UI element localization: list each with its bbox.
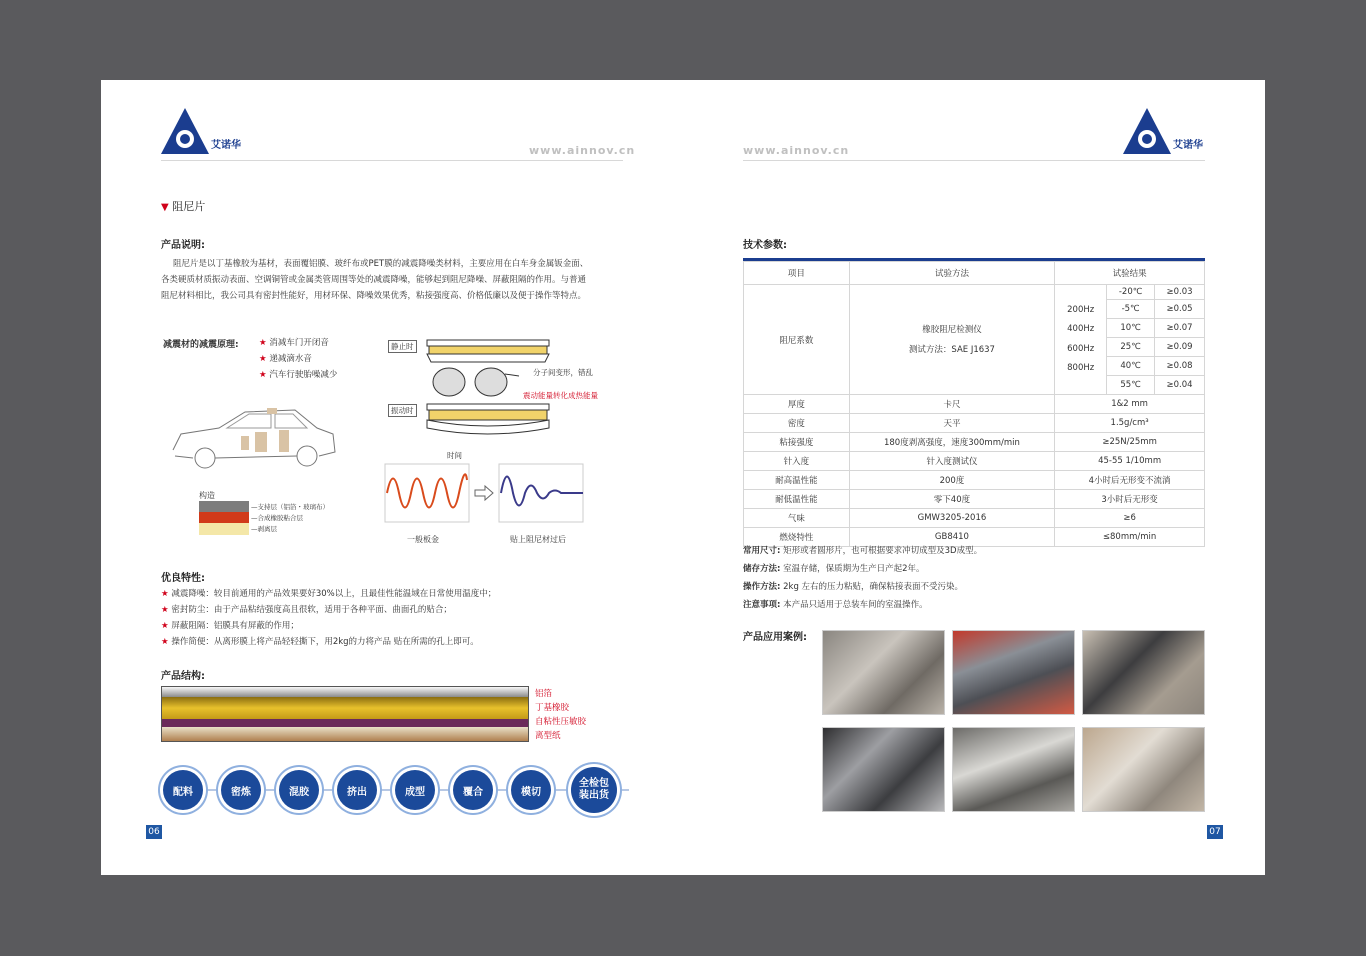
page-number-left: 06 (146, 825, 162, 839)
process-step: 混胶 (279, 770, 319, 810)
table-header-row: 项目 试验方法 试验结果 (744, 262, 1205, 285)
table-row: 粘接强度 180度剥离强度，速度300mm/min ≥25N/25mm (744, 433, 1205, 452)
case-photo (822, 630, 945, 715)
table-row: 25℃ ≥0.09 (744, 338, 1205, 357)
brand-name: 艾诺华 (1173, 140, 1203, 151)
structure-heading: 产品结构: (161, 671, 205, 682)
brand-url-right: www.ainnov.cn (743, 144, 850, 157)
process-step: 覆合 (453, 770, 493, 810)
list-item: ★ 消减车门开闭音 (259, 338, 329, 348)
table-row: 阻尼系数 橡胶阻尼检测仪 测试方法：SAE J1637 200Hz 400Hz 600Hz 800Hz -20℃ ≥0.03 (744, 285, 1205, 300)
process-step: 密炼 (221, 770, 261, 810)
struct-layer-stack (199, 501, 249, 535)
process-step: 配料 (163, 770, 203, 810)
table-row: 燃烧特性 GB8410 ≤80mm/min (744, 528, 1205, 547)
table-row: 气味 GMW3205-2016 ≥6 (744, 509, 1205, 528)
time-label: 时间 (447, 451, 462, 460)
case-photo (952, 727, 1075, 812)
note-item: 储存方法: 室温存储，保质期为生产日产起2年。 (743, 564, 925, 574)
section-title: ▼ 阻尼片 (161, 200, 206, 213)
damped-label: 贴上阻尼材过后 (510, 535, 566, 544)
struct-label: 构造 (199, 491, 215, 500)
table-row: 密度 天平 1.5g/cm³ (744, 414, 1205, 433)
spec-table (743, 261, 1205, 547)
table-row: -5℃ ≥0.05 (744, 300, 1205, 319)
triangle-marker-icon: ▼ (161, 202, 169, 213)
still-label: 静止时 (388, 340, 417, 353)
desc-paragraph: 阻尼片是以丁基橡胶为基材，表面覆铝膜、玻纤布或PET膜的减震降噪类材料，主要应用在白车身金属钣金面、 各类硬质材质振动表面、空调铜管或金属类管周围等处的减震降噪，能够起到阻尼降噪、屏蔽阻隔的作用。与普通 阻尼材料相比，我公司具有密封性能好，用材环保、降噪效果优秀，粘接强度高、价格低廉以及便于操作等特点。 (161, 259, 589, 301)
process-step: 挤出 (337, 770, 377, 810)
brand-url-left: www.ainnov.cn (529, 144, 636, 157)
table-row: 10℃ ≥0.07 (744, 319, 1205, 338)
structure-layer-bar (161, 686, 529, 742)
notes-list (743, 542, 982, 614)
principle-list (259, 335, 337, 383)
car-sketch-illustration (167, 398, 339, 480)
header-divider-right (743, 160, 1205, 161)
case-photo (1082, 727, 1205, 812)
features-heading: 优良特性: (161, 573, 205, 584)
principle-heading: 减震材的减震原理: (163, 340, 239, 350)
brand-name: 艾诺华 (211, 140, 241, 151)
struct-layer-labels: —支持层（铝箔・玻璃布） —合成橡胶粘合层 —剥离层 (251, 503, 329, 533)
list-item: ★ 递减滴水音 (259, 354, 312, 364)
process-step: 成型 (395, 770, 435, 810)
note-item: 操作方法: 2kg 左右的压力粘贴，确保粘接表面不受污染。 (743, 582, 964, 592)
table-row: 针入度 针入度测试仪 45-55 1/10mm (744, 452, 1205, 471)
header-divider-left (161, 160, 623, 161)
list-item: ★ 汽车行驶胎噪减少 (259, 370, 338, 380)
vibrate-label: 振动时 (388, 404, 417, 417)
structure-layer-labels: 铝箔 丁基橡胶 自粘性压敏胶 离型纸 (535, 689, 587, 741)
case-photo (822, 727, 945, 812)
brand-logo-right (1123, 108, 1209, 160)
brand-logo-left (161, 108, 247, 160)
table-row: 耐高温性能 200度 4小时后无形变不流淌 (744, 471, 1205, 490)
tech-heading: 技术参数: (743, 240, 787, 251)
list-item: ★ 操作简便：从离形膜上将产品轻轻撕下，用2kg的力将产品 贴在所需的孔上即可。 (161, 637, 479, 647)
note-item: 注意事项: 本产品只适用于总装车间的室温操作。 (743, 600, 928, 610)
list-item: ★ 减震降噪：较目前通用的产品效果要好30%以上，且最佳性能温域在日常使用温度中； (161, 589, 497, 599)
case-photo (952, 630, 1075, 715)
brochure-spread (101, 80, 1265, 875)
case-photo (1082, 630, 1205, 715)
plain-label: 一般板金 (407, 535, 439, 544)
vibration-wave-chart (379, 460, 589, 526)
energy-label: 震动能量转化成热能量 (523, 391, 598, 400)
table-row: 厚度 卡尺 1&2 mm (744, 395, 1205, 414)
list-item: ★ 密封防尘：由于产品粘结强度高且很软，适用于各种平面、曲面孔的贴合； (161, 605, 452, 615)
note-item: 常用尺寸: 矩形或者圆形片，也可根据要求冲切成型及3D成型。 (743, 546, 983, 556)
molecule-label: 分子间变形，错乱 (533, 368, 593, 377)
process-step-final: 全检包装出货 (571, 767, 617, 813)
table-row: 耐低温性能 零下40度 3小时后无形变 (744, 490, 1205, 509)
table-row: 55℃ ≥0.04 (744, 376, 1205, 395)
list-item: ★ 屏蔽阻隔：铝膜具有屏蔽的作用； (161, 621, 299, 631)
page-number-right: 07 (1207, 825, 1223, 839)
desc-heading: 产品说明: (161, 240, 205, 251)
cases-heading: 产品应用案例: (743, 632, 807, 643)
features-list (161, 586, 496, 650)
table-row: 40℃ ≥0.08 (744, 357, 1205, 376)
process-step: 模切 (511, 770, 551, 810)
